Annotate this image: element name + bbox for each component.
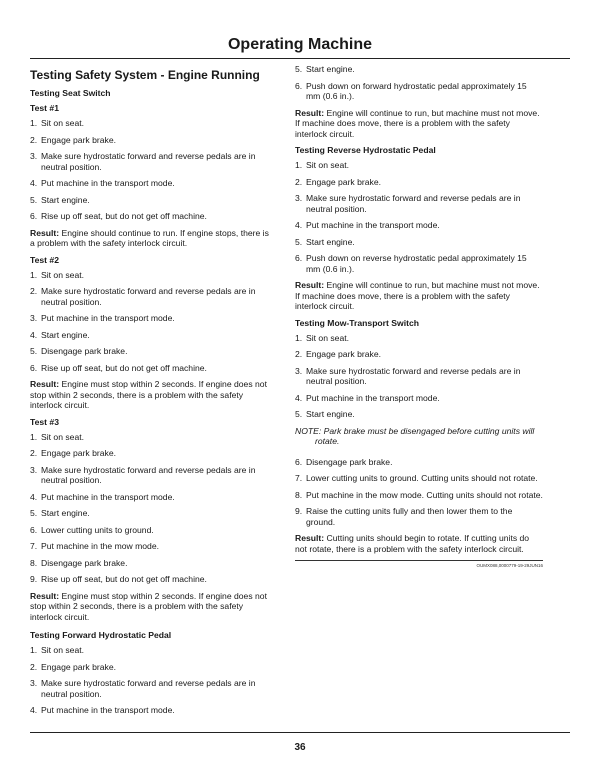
step-text: Engage park brake. [41, 661, 117, 672]
step-text: Put machine in the mow mode. Cutting units should not rotate. [306, 489, 543, 500]
step-text: Rise up off seat, but do not get off machine. [41, 574, 207, 584]
step-text: Put machine in the transport mode. [41, 705, 175, 715]
title-divider [30, 58, 570, 59]
step-text: Engage park brake. [306, 349, 382, 359]
step-text: Sit on seat. [306, 332, 349, 343]
step-number: 7. [295, 473, 303, 483]
step-text: Disengage park brake. [41, 557, 128, 568]
result-text: Engine should continue to run. If engine stops, there is a problem with the safety interlock circuit. [30, 227, 269, 248]
step-item [295, 366, 543, 387]
right-column [295, 64, 543, 568]
step-number: 2. [30, 134, 38, 145]
step-item [295, 237, 543, 248]
section-title: Testing Safety System - Engine Running [30, 68, 260, 82]
test1-steps [30, 118, 275, 222]
step-text: Sit on seat. [41, 269, 84, 280]
step-item [295, 193, 543, 214]
step-text: Put machine in the transport mode. [41, 313, 175, 323]
step-item [30, 558, 275, 569]
step-item [30, 346, 275, 357]
step-number: 1. [295, 332, 303, 343]
step-text: Sit on seat. [41, 431, 84, 442]
step-number: 5. [295, 236, 303, 247]
step-item [30, 705, 275, 716]
step-text: Make sure hydrostatic forward and reverse pedals are in neutral position. [41, 464, 256, 485]
result-text: Engine will continue to run, but machine must not move. If machine does move, there is a problem with the safety interlock circuit. [295, 107, 540, 139]
step-number: 6. [295, 80, 303, 91]
step-number: 2. [295, 349, 303, 359]
reference-divider [295, 560, 543, 561]
step-item [30, 135, 275, 146]
step-text: Start engine. [41, 329, 90, 340]
step-number: 6. [30, 362, 38, 373]
step-number: 6. [30, 211, 38, 221]
reverse-pedal-steps [295, 160, 543, 274]
step-number: 8. [30, 557, 38, 568]
footer-divider [30, 732, 570, 733]
step-text: Start engine. [306, 236, 355, 247]
step-number: 2. [30, 448, 38, 458]
step-text: Make sure hydrostatic forward and reverse pedals are in neutral position. [306, 365, 521, 386]
step-text: Rise up off seat, but do not get off machine. [41, 362, 207, 373]
mow-transport-steps-a [295, 333, 543, 420]
step-text: Rise up off seat, but do not get off machine. [41, 211, 207, 221]
step-number: 3. [295, 193, 303, 203]
result-label: Result: [30, 379, 60, 389]
step-number: 6. [295, 456, 303, 467]
result-label: Result: [295, 533, 325, 543]
step-item [30, 678, 275, 699]
step-text: Make sure hydrostatic forward and reverse pedals are in neutral position. [306, 193, 521, 214]
step-item [30, 574, 275, 585]
step-number: 4. [30, 329, 38, 340]
step-text: Make sure hydrostatic forward and reverse pedals are in neutral position. [41, 286, 256, 307]
test2-result [30, 379, 275, 411]
step-text: Push down on reverse hydrostatic pedal approximately 15 mm (0.6 in.). [306, 253, 527, 274]
step-text: Disengage park brake. [306, 456, 393, 467]
page-number: 36 [294, 742, 306, 753]
step-number: 2. [295, 176, 303, 187]
step-number: 6. [30, 524, 38, 535]
test2-heading: Test #2 [30, 254, 59, 265]
step-item [295, 506, 543, 527]
step-item [30, 363, 275, 374]
step-item [30, 118, 275, 129]
forward-pedal-result [295, 108, 543, 140]
park-brake-note: NOTE: Park brake must be disengaged before cutting units will rotate. [295, 425, 535, 446]
step-item [30, 662, 275, 673]
step-text: Make sure hydrostatic forward and reverse pedals are in neutral position. [41, 678, 256, 699]
step-text: Put machine in the mow mode. [41, 541, 159, 551]
step-item [295, 409, 543, 420]
step-number: 1. [30, 645, 38, 655]
step-item [295, 333, 543, 344]
seat-switch-heading: Testing Seat Switch [30, 88, 111, 98]
step-text: Put machine in the transport mode. [306, 392, 440, 403]
step-number: 3. [30, 151, 38, 161]
page-title: Operating Machine [227, 36, 373, 53]
step-number: 5. [30, 194, 38, 205]
step-number: 1. [30, 118, 38, 128]
step-item [295, 160, 543, 171]
step-number: 9. [30, 574, 38, 584]
step-number: 4. [30, 178, 38, 188]
step-item [30, 432, 275, 443]
step-number: 4. [30, 705, 38, 715]
step-item [295, 473, 543, 484]
step-text: Push down on forward hydrostatic pedal approximately 15 mm (0.6 in.). [306, 80, 527, 101]
step-item [30, 178, 275, 189]
step-item [295, 457, 543, 468]
step-number: 4. [30, 491, 38, 502]
step-item [30, 492, 275, 503]
left-column [30, 64, 275, 722]
step-text: Put machine in the transport mode. [41, 491, 175, 502]
step-number: 9. [295, 506, 303, 516]
step-number: 5. [295, 64, 303, 74]
step-item [30, 270, 275, 281]
step-text: Engage park brake. [41, 134, 117, 145]
step-number: 2. [30, 286, 38, 296]
step-item [30, 525, 275, 536]
step-item [295, 349, 543, 360]
step-number: 3. [30, 678, 38, 688]
step-number: 3. [295, 365, 303, 376]
step-item [295, 64, 543, 75]
step-item [30, 195, 275, 206]
step-number: 4. [295, 392, 303, 403]
step-text: Start engine. [306, 409, 355, 419]
step-item [30, 330, 275, 341]
result-text: Engine will continue to run, but machine must not move. If machine does move, there is a problem with the safety interlock circuit. [295, 280, 540, 311]
forward-pedal-steps-continued [295, 64, 543, 102]
mow-transport-result [295, 533, 543, 554]
step-number: 5. [30, 346, 38, 356]
step-number: 1. [30, 269, 38, 280]
step-text: Engage park brake. [41, 448, 117, 458]
step-number: 1. [30, 431, 38, 442]
step-text: Disengage park brake. [41, 346, 128, 356]
step-number: 5. [295, 409, 303, 419]
step-text: Raise the cutting units fully and then lower them to the ground. [306, 506, 513, 527]
step-item [30, 508, 275, 519]
step-text: Put machine in the transport mode. [306, 220, 440, 230]
step-text: Sit on seat. [41, 118, 84, 128]
result-label: Result: [30, 590, 60, 601]
step-item [30, 541, 275, 552]
step-number: 3. [30, 464, 38, 475]
reverse-pedal-result [295, 280, 543, 312]
step-item [30, 211, 275, 222]
step-text: Lower cutting units to ground. Cutting units should not rotate. [306, 473, 538, 483]
test1-result [30, 228, 275, 249]
step-number: 1. [295, 160, 303, 170]
step-item [295, 490, 543, 501]
result-text: Engine must stop within 2 seconds. If engine does not stop within 2 seconds, there is a problem with the safety interlock circuit. [30, 379, 267, 410]
step-item [295, 220, 543, 231]
step-item [295, 81, 543, 102]
reverse-pedal-heading: Testing Reverse Hydrostatic Pedal [295, 145, 436, 155]
step-text: Sit on seat. [306, 160, 349, 170]
result-label: Result: [295, 280, 325, 290]
test3-steps [30, 432, 275, 585]
step-text: Lower cutting units to ground. [41, 524, 154, 535]
step-number: 4. [295, 220, 303, 230]
test3-result [30, 591, 275, 623]
step-number: 5. [30, 508, 38, 518]
step-text: Put machine in the transport mode. [41, 178, 175, 188]
step-text: Start engine. [41, 194, 90, 205]
mow-transport-heading: Testing Mow-Transport Switch [295, 317, 419, 328]
test3-heading: Test #3 [30, 416, 59, 427]
test1-heading: Test #1 [30, 103, 59, 113]
forward-pedal-heading: Testing Forward Hydrostatic Pedal [30, 630, 172, 640]
step-number: 7. [30, 541, 38, 551]
step-text: Sit on seat. [41, 645, 84, 655]
result-label: Result: [295, 107, 325, 118]
reference-code: OUMX088,0000779-19-29JUN16 [476, 563, 543, 568]
step-item [30, 448, 275, 459]
step-number: 8. [295, 489, 303, 500]
result-label: Result: [30, 227, 60, 238]
result-text: Cutting units should begin to rotate. If cutting units do not rotate, there is a problem with the safety interlock circuit. [295, 533, 530, 554]
step-item [30, 465, 275, 486]
step-text: Start engine. [41, 508, 90, 518]
step-item [30, 151, 275, 172]
step-item [30, 313, 275, 324]
step-item [295, 253, 543, 274]
step-number: 6. [295, 253, 303, 263]
step-item [30, 286, 275, 307]
forward-pedal-steps [30, 645, 275, 716]
step-text: Make sure hydrostatic forward and reverse pedals are in neutral position. [41, 151, 256, 172]
step-text: Start engine. [306, 64, 355, 74]
step-text: Engage park brake. [306, 176, 382, 187]
step-number: 2. [30, 661, 38, 672]
step-item [295, 393, 543, 404]
mow-transport-steps-b [295, 457, 543, 528]
result-text: Engine must stop within 2 seconds. If engine does not stop within 2 seconds, there is a problem with the safety interlock circuit. [30, 590, 267, 622]
step-number: 3. [30, 313, 38, 323]
step-item [30, 645, 275, 656]
test2-steps [30, 270, 275, 374]
step-item [295, 177, 543, 188]
